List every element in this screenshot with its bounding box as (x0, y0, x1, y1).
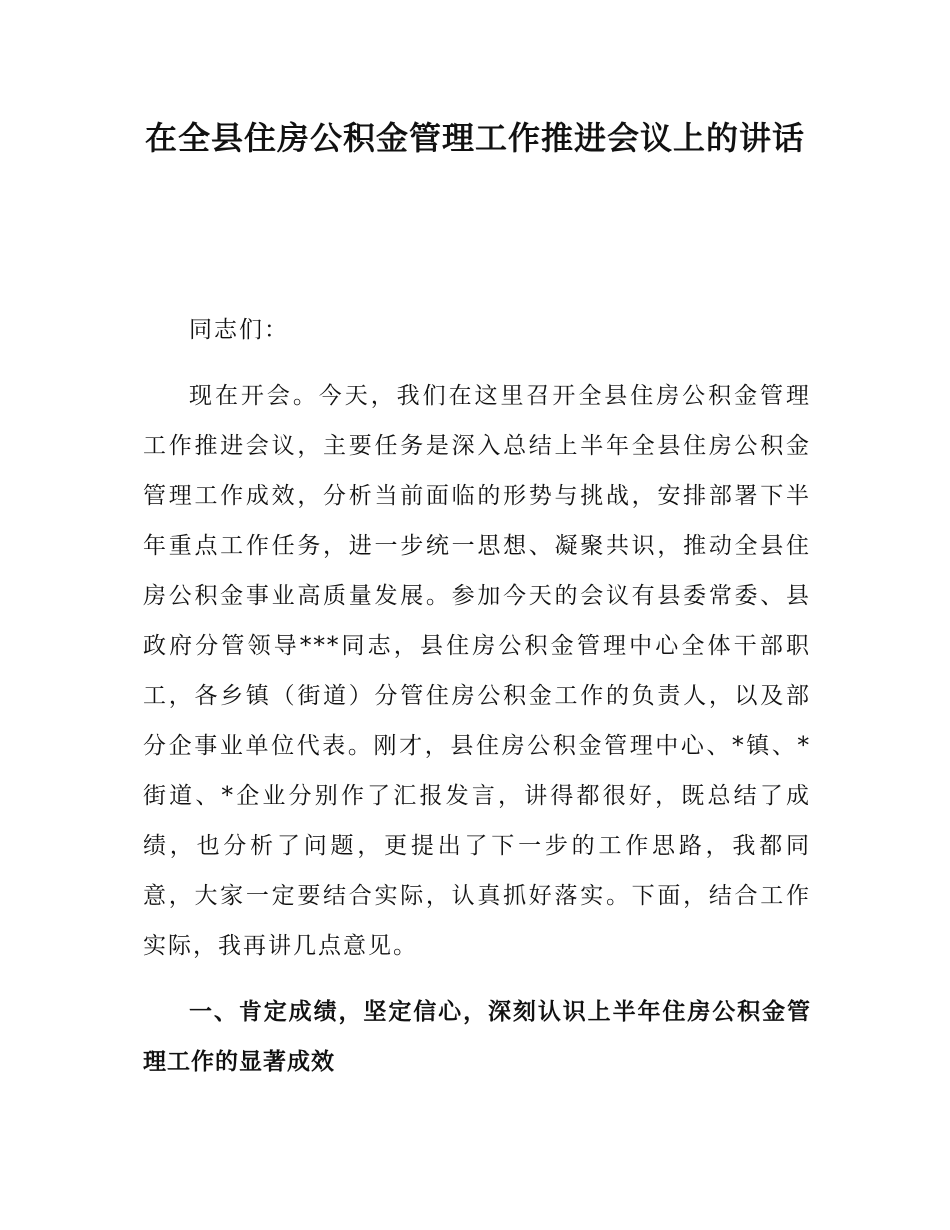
document-title: 在全县住房公积金管理工作推进会议上的讲话 (144, 119, 805, 157)
salutation: 同志们： (189, 317, 289, 343)
section-heading: 一、肯定成绩，坚定信心，深刻认识上半年住房公积金管理工作的显著成效 (143, 999, 811, 1075)
document-body (143, 305, 811, 1103)
opening-paragraph: 现在开会。今天，我们在这里召开全县住房公积金管理工作推进会议，主要任务是深入总结上半年全县住房公积金管理工作成效，分析当前面临的形势与挑战，安排部署下半年重点工作任务，进一步统一思想、凝聚共识，推动全县住房公积金事业高质量发展。参加今天的会议有县委常委、县政府分管领导***同志，县住房公积金管理中心全体干部职工，各乡镇（街道）分管住房公积金工作的负责人，以及部分企事业单位代表。刚才，县住房公积金管理中心、*镇、*街道、*企业分别作了汇报发言，讲得都很好，既总结了成绩，也分析了问题，更提出了下一步的工作思路，我都同意，大家一定要结合实际，认真抓好落实。下面，结合工作实际，我再讲几点意见。 (143, 383, 811, 959)
